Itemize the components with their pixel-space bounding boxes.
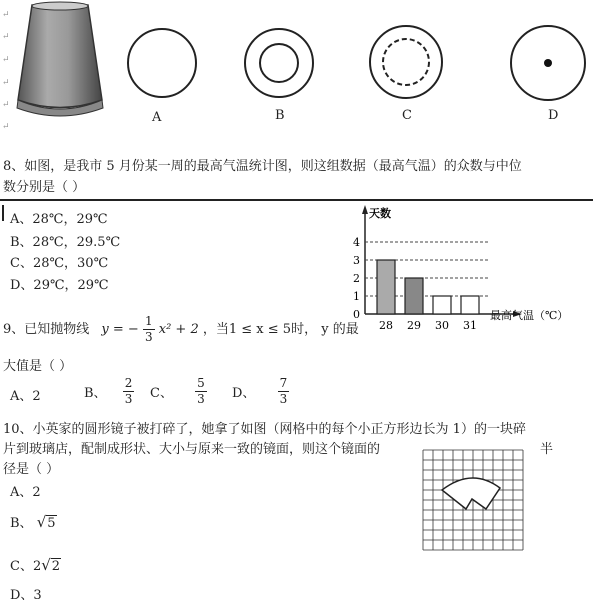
- q10-option-c-radicand: 2: [51, 559, 61, 574]
- q10-option-c: [10, 555, 61, 574]
- page-divider: [0, 199, 593, 201]
- q9-b-num: 2: [124, 376, 133, 390]
- q8-stem-line2: 数分别是（ ）: [3, 180, 86, 195]
- mirror-fragment-grid: [422, 449, 524, 551]
- q9-d-den: 3: [279, 392, 288, 406]
- y-tick-label: 2: [353, 272, 360, 285]
- q9-option-d-label: D、: [232, 386, 256, 401]
- q9-d-num: 7: [279, 376, 288, 390]
- q10-stem-line1: 10、小英家的圆形镜子被打碎了，她拿了如图（网格中的每个小正方形边长为 1）的一块碎: [3, 422, 526, 437]
- sqrt-sign: √: [36, 513, 47, 531]
- bar-28: [377, 260, 395, 314]
- text-cursor: [2, 205, 4, 221]
- x-tick-label: 30: [435, 319, 449, 332]
- y-tick-label: 4: [353, 236, 360, 249]
- q8-option-d: D、29℃，29℃: [10, 278, 109, 293]
- q10-stem-line3: 径是（ ）: [3, 462, 60, 477]
- x-tick-label: 29: [407, 319, 421, 332]
- q10-option-b-label: B、: [10, 516, 33, 531]
- x-axis-label: 最高气温（℃）: [490, 309, 569, 322]
- sqrt-sign: √: [41, 556, 51, 574]
- q9-stem: [3, 314, 359, 345]
- q9-option-a: A、2: [10, 389, 41, 404]
- q8-option-c: C、28℃，30℃: [10, 256, 109, 271]
- y-tick-label: 3: [353, 254, 360, 267]
- q9-suffix: y 的最: [321, 322, 359, 337]
- x-tick-label: 28: [379, 319, 393, 332]
- q9-c-num: 5: [197, 376, 205, 390]
- q9-option-b-frac: [123, 376, 135, 407]
- figure-label-a: A: [152, 110, 162, 125]
- y-axis-label: 天数: [369, 207, 391, 220]
- q9-b-den: 3: [124, 392, 133, 406]
- figure-label-c: C: [402, 108, 412, 123]
- bar-30: [433, 296, 451, 314]
- q10-option-d: D、3: [10, 588, 42, 603]
- mirror-fragment: [442, 478, 500, 509]
- x-tick-label: 31: [463, 319, 477, 332]
- figure-b-annulus: [242, 18, 317, 113]
- q9-c-den: 3: [197, 392, 205, 406]
- q10-stem-line2: 片到玻璃店，配制成形状、大小与原来一致的镜面，则这个镜面的: [3, 442, 381, 457]
- q9-fraction: [143, 314, 155, 345]
- q10-option-a: A、2: [10, 485, 41, 500]
- q9-option-c-frac: [195, 376, 207, 407]
- y-axis-arrow: [362, 205, 368, 214]
- q9-option-d: [232, 376, 289, 407]
- q9-option-d-frac: [278, 376, 290, 407]
- q8-option-b: B、28℃，29.5℃: [10, 235, 121, 250]
- q9-option-b-label: B、: [84, 386, 107, 401]
- cup-figure: [10, 0, 110, 125]
- q9-option-c-label: C、: [150, 386, 173, 401]
- y-tick-label: 0: [353, 308, 360, 321]
- figure-label-b: B: [275, 108, 285, 123]
- q10-option-b-radicand: 5: [47, 516, 56, 531]
- figure-label-d: D: [548, 108, 559, 123]
- bar-29: [405, 278, 423, 314]
- q9-stem-line2: 大值是（ ）: [3, 359, 73, 374]
- figure-a-circle: [125, 18, 200, 113]
- y-tick-label: 1: [353, 290, 360, 303]
- figure-c-dashed-circle: [366, 16, 446, 113]
- q10-option-c-label: C、2: [10, 559, 42, 574]
- q9-option-b: [84, 376, 134, 407]
- bar-31: [461, 296, 479, 314]
- figure-d-dot-circle: [508, 18, 588, 113]
- q9-prefix: 9、已知抛物线: [3, 322, 90, 337]
- temperature-bar-chart: [345, 202, 585, 334]
- q9-frac-num: 1: [144, 314, 153, 328]
- q8-stem-line1: 8、如图，是我市 5 月份某一周的最高气温统计图，则这组数据（最高气温）的众数与中位: [3, 159, 522, 174]
- q10-stem-line2-end: 半: [540, 442, 554, 457]
- q9-eq-rhs: x² + 2: [158, 322, 199, 337]
- q9-frac-den: 3: [144, 330, 153, 344]
- q9-condition: ，当1 ≤ x ≤ 5时，: [202, 322, 318, 337]
- q9-eq-lhs: y = −: [101, 322, 139, 337]
- q8-option-a: A、28℃，29℃: [10, 212, 108, 227]
- q10-option-b: [10, 512, 57, 531]
- q9-option-c: [150, 376, 207, 407]
